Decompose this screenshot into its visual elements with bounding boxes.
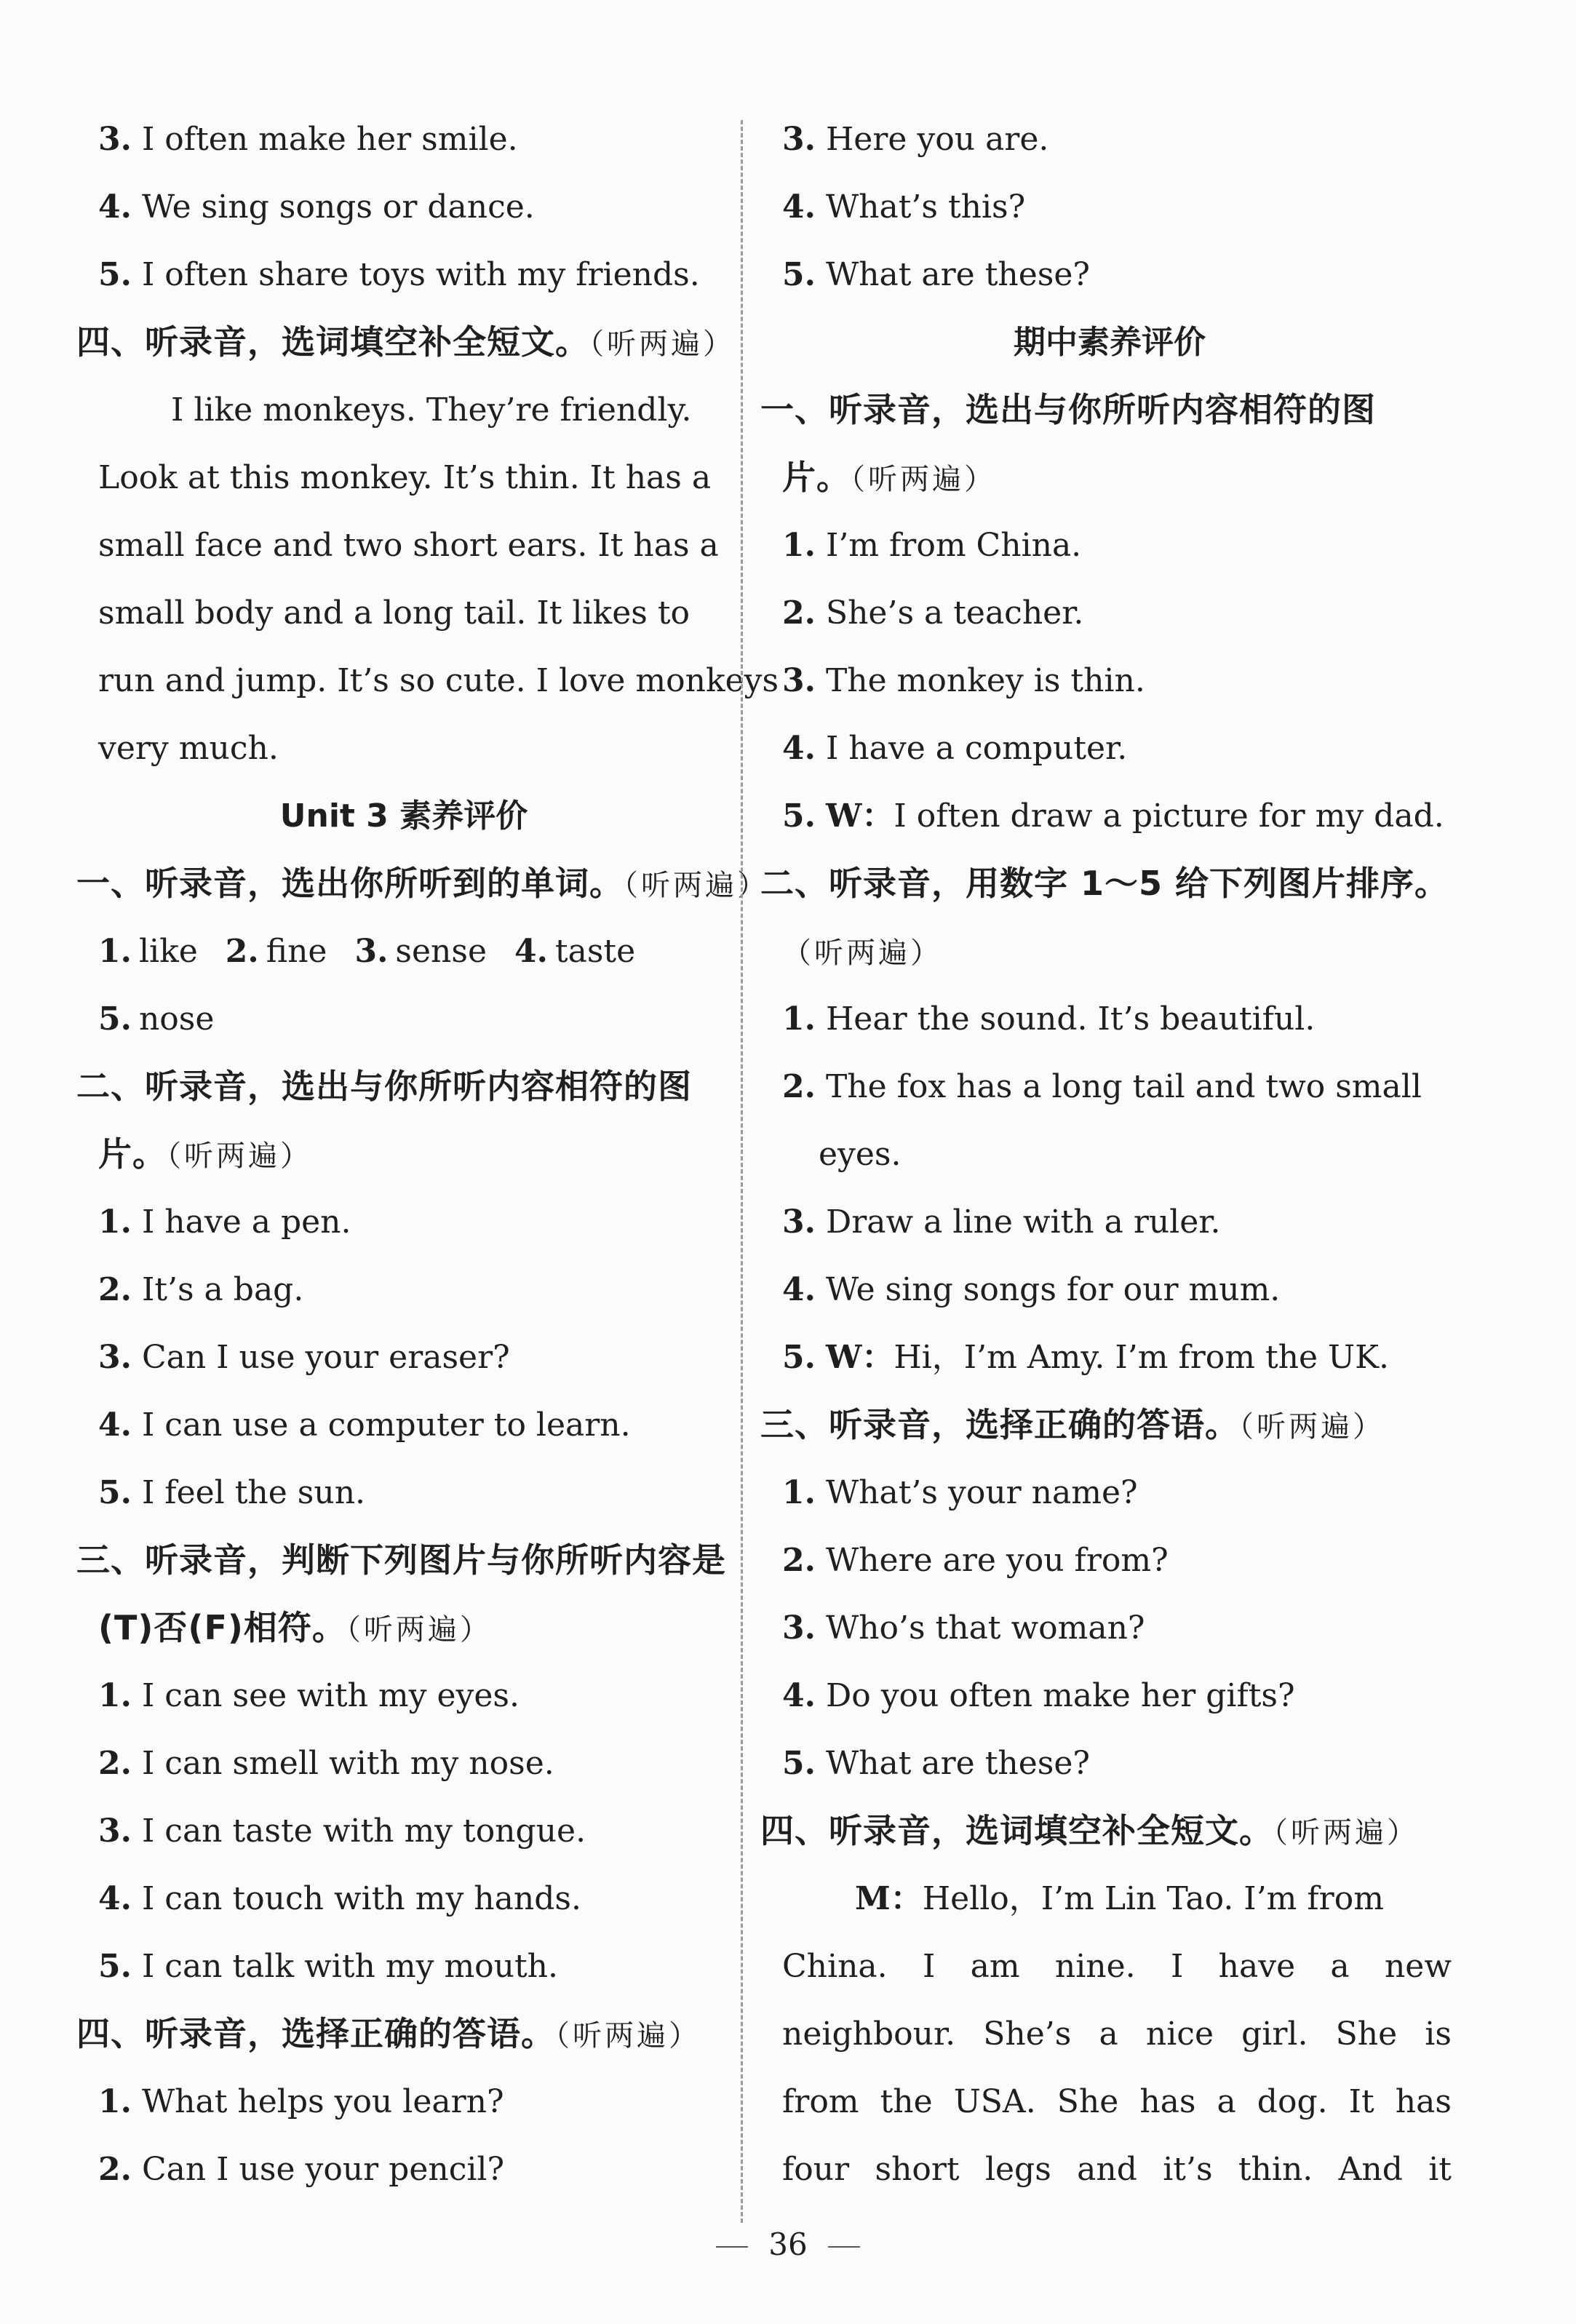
heading-text: 四、听录音，选词填空补全短文。 (760, 1811, 1273, 1850)
item-list (768, 985, 1452, 1121)
item-text: I can talk with my mouth. (141, 1948, 559, 1985)
item-text: Here you are. (825, 121, 1049, 158)
heading-text: (T)否(F)相符。 (98, 1608, 346, 1647)
item-number: 4. (782, 188, 816, 226)
item-number: 2. (782, 594, 816, 632)
speaker-label: W： (825, 1339, 894, 1376)
list-item (84, 1459, 724, 1527)
list-item (768, 1256, 1452, 1324)
list-item (84, 2136, 724, 2203)
heading-note: （听两遍） (624, 869, 769, 902)
item-list (84, 1188, 724, 1527)
list-item (768, 1053, 1452, 1121)
right-top-items (768, 106, 1452, 309)
passage-line: small face and two short ears. It has a (98, 527, 719, 564)
item-number: 3. (782, 121, 816, 158)
passage-line (768, 2068, 1452, 2136)
passage-word: And (1338, 2151, 1403, 2188)
item-number: 4. (782, 1271, 816, 1308)
heading-text: 二、听录音，用数字 1～5 给下列图片排序。 (760, 864, 1449, 903)
item-number: 5. (98, 1000, 132, 1038)
word-option (98, 933, 198, 970)
heading-text: 二、听录音，选出与你所听内容相符的图 (76, 1067, 692, 1106)
page-number-footer (0, 2223, 1576, 2267)
item-number: 1. (782, 1000, 816, 1038)
section-heading (76, 1527, 724, 1594)
item-number: 5. (782, 797, 816, 835)
heading-note: （听两遍） (1273, 1816, 1419, 1850)
item-text: Hi，I’m Amy. I’m from the UK. (894, 1339, 1389, 1376)
item-list (768, 1188, 1452, 1324)
item-text: I have a computer. (825, 730, 1128, 767)
list-item (84, 1662, 724, 1730)
item-number: 3. (782, 662, 816, 699)
item-list (84, 2068, 724, 2203)
list-item (768, 782, 1452, 850)
list-item (768, 1594, 1452, 1662)
item-number: 5. (782, 1339, 816, 1376)
item-text: I feel the sun. (141, 1474, 366, 1511)
list-item (84, 1188, 724, 1256)
item-number: 4. (514, 933, 548, 970)
item-text: Can I use your pencil? (141, 2151, 505, 2188)
list-item (768, 1324, 1452, 1391)
list-item (84, 2068, 724, 2136)
list-item (768, 1730, 1452, 1797)
heading-text: 三、听录音，选择正确的答语。 (760, 1405, 1239, 1444)
passage-word: China. (782, 1948, 888, 1985)
passage-word: It (1348, 2083, 1374, 2120)
list-item (768, 1459, 1452, 1527)
item-number: 4. (98, 1406, 132, 1444)
heading-text: 四、听录音，选择正确的答语。 (76, 2014, 555, 2053)
section-heading (76, 309, 735, 376)
item-number: 3. (98, 1812, 132, 1850)
list-item (768, 579, 1452, 647)
unit-title: Unit 3 素养评价 (279, 797, 528, 835)
item-number: 3. (354, 933, 389, 970)
passage-word: have (1218, 1948, 1296, 1985)
list-item (768, 241, 1452, 309)
item-text: I’m from China. (825, 527, 1082, 564)
item-text: What’s your name? (825, 1474, 1138, 1511)
item-text: I can use a computer to learn. (141, 1406, 631, 1444)
item-text: I can touch with my hands. (141, 1880, 581, 1917)
item-list (84, 1662, 724, 2000)
section-heading (76, 2000, 724, 2068)
list-item (768, 512, 1452, 579)
item-text: I often make her smile. (141, 121, 518, 158)
passage-word: new (1384, 1948, 1452, 1985)
word-option (226, 933, 327, 970)
passage-word: She (1056, 2083, 1119, 2120)
passage-line: very much. (98, 730, 279, 767)
list-item (768, 985, 1452, 1053)
item-number: 5. (98, 1474, 132, 1511)
heading-note: （听两遍） (167, 1139, 312, 1173)
item-list (768, 1459, 1452, 1797)
item-number: 2. (98, 2151, 132, 2188)
lin-tao-passage (768, 1933, 1452, 2203)
item-number: 5. (98, 256, 132, 293)
left-column (76, 106, 779, 2203)
passage-word: short (875, 2151, 960, 2188)
passage-word: four (782, 2151, 850, 2188)
item-number: 3. (98, 121, 132, 158)
list-item (768, 1527, 1452, 1594)
item-number: 5. (782, 1745, 816, 1782)
passage-line: Look at this monkey. It’s thin. It has a (98, 459, 712, 496)
passage-word: from (782, 2083, 859, 2120)
item-text: The fox has a long tail and two small (825, 1068, 1422, 1105)
left-top-items (84, 106, 724, 309)
list-item (768, 1188, 1452, 1256)
heading-note: （听两遍） (555, 2019, 701, 2053)
passage-word: I (1170, 1948, 1184, 1985)
section-heading-continued (84, 1121, 724, 1188)
passage-word: and (1077, 2151, 1137, 2188)
passage-line: small body and a long tail. It likes to (98, 594, 690, 632)
word-list (84, 985, 724, 1053)
word: like (138, 933, 198, 970)
passage-word: am (970, 1948, 1020, 1985)
list-item (768, 173, 1452, 241)
speaker-label: W： (825, 797, 894, 835)
item-text: What helps you learn? (141, 2083, 504, 2120)
section-heading-continued (768, 918, 1452, 985)
list-item (84, 1797, 724, 1865)
item-number: 1. (98, 933, 132, 970)
item-text: It’s a bag. (141, 1271, 304, 1308)
item-number: 4. (782, 1677, 816, 1714)
item-text: Can I use your eraser? (141, 1339, 510, 1376)
section-heading (760, 376, 1452, 444)
item-text: What are these? (825, 256, 1090, 293)
word-list (84, 918, 724, 985)
item-text: Do you often make her gifts? (825, 1677, 1295, 1714)
passage-word: legs (984, 2151, 1051, 2188)
item-text: Where are you from? (825, 1542, 1169, 1579)
item-text: Hear the sound. It’s beautiful. (825, 1000, 1316, 1038)
passage-word: girl. (1241, 2015, 1308, 2053)
passage-word: nice (1145, 2015, 1214, 2053)
item-number: 1. (98, 1203, 132, 1241)
word: sense (395, 933, 487, 970)
item-number: 1. (98, 2083, 132, 2120)
heading-note: （听两遍） (1239, 1410, 1385, 1444)
passage-word: a (1099, 2015, 1118, 2053)
passage-line (768, 2000, 1452, 2068)
item-text: I can smell with my nose. (141, 1745, 554, 1782)
section-heading (76, 850, 769, 918)
section-heading-continued (768, 444, 1452, 512)
passage-line (768, 1865, 1452, 1933)
item-number: 4. (98, 188, 132, 226)
item-text: Who’s that woman? (825, 1609, 1145, 1647)
passage-word: thin. (1238, 2151, 1313, 2188)
item-text: I often draw a picture for my dad. (894, 797, 1444, 835)
item-number: 2. (782, 1542, 816, 1579)
passage-word: USA. (953, 2083, 1036, 2120)
heading-text: 三、听录音，判断下列图片与你所听内容是 (76, 1540, 726, 1580)
passage-word: She’s (983, 2015, 1072, 2053)
list-item-continued: eyes. (819, 1136, 902, 1173)
heading-note: （听两遍） (589, 327, 735, 361)
passage-word: nine. (1054, 1948, 1136, 1985)
list-item (768, 647, 1452, 715)
item-text: I can taste with my tongue. (141, 1812, 586, 1850)
item-text: We sing songs or dance. (141, 188, 535, 226)
passage-line: I like monkeys. They’re friendly. (171, 391, 692, 429)
section-heading-continued (84, 1594, 724, 1662)
item-number: 4. (782, 730, 816, 767)
passage-line (768, 2136, 1452, 2203)
item-number: 1. (782, 527, 816, 564)
item-number: 2. (98, 1271, 132, 1308)
item-text: I have a pen. (141, 1203, 351, 1241)
item-number: 2. (782, 1068, 816, 1105)
passage-word: the (880, 2083, 933, 2120)
list-item (84, 1865, 724, 1933)
item-number: 5. (98, 1948, 132, 1985)
item-text: Draw a line with a ruler. (825, 1203, 1221, 1241)
item-number: 3. (98, 1339, 132, 1376)
heading-text: 四、听录音，选词填空补全短文。 (76, 322, 589, 362)
list-item (84, 241, 724, 309)
word-option (354, 933, 487, 970)
list-item (84, 1324, 724, 1391)
item-text: I often share toys with my friends. (141, 256, 700, 293)
footer-dash (828, 2246, 860, 2248)
column-divider (741, 120, 743, 2223)
item-number: 4. (98, 1880, 132, 1917)
passage-word: neighbour. (782, 2015, 956, 2053)
midterm-title: 期中素养评价 (1014, 324, 1206, 361)
list-item (84, 1391, 724, 1459)
list-item (84, 173, 724, 241)
item-text: What are these? (825, 1745, 1090, 1782)
item-text: What’s this? (825, 188, 1026, 226)
list-item (84, 1256, 724, 1324)
passage-word: She (1335, 2015, 1398, 2053)
word: fine (266, 933, 327, 970)
heading-note: （听两遍） (851, 463, 996, 496)
passage-word: a (1330, 1948, 1350, 1985)
passage-text: Hello，I’m Lin Tao. I’m from (922, 1880, 1384, 1917)
item-number: 2. (98, 1745, 132, 1782)
passage-word: it’s (1163, 2151, 1213, 2188)
item-number: 3. (782, 1203, 816, 1241)
passage-word: it (1428, 2151, 1452, 2188)
heading-text: 片。 (98, 1134, 167, 1174)
item-text: I can see with my eyes. (141, 1677, 520, 1714)
footer-dash (716, 2246, 748, 2248)
heading-note: （听两遍） (346, 1613, 492, 1647)
passage-word: a (1217, 2083, 1236, 2120)
list-item (768, 1662, 1452, 1730)
passage-line: run and jump. It’s so cute. I love monkeys (98, 662, 779, 699)
heading-text: 片。 (782, 458, 851, 497)
speaker-label: M： (855, 1880, 923, 1917)
list-item (768, 106, 1452, 173)
word-option (514, 933, 635, 970)
section-heading (760, 1797, 1452, 1865)
item-number: 1. (98, 1677, 132, 1714)
item-text: The monkey is thin. (825, 662, 1145, 699)
word: taste (554, 933, 636, 970)
list-item (768, 715, 1452, 782)
list-item (84, 1730, 724, 1797)
section-heading (76, 1053, 724, 1121)
item-text: We sing songs for our mum. (825, 1271, 1281, 1308)
item-list (768, 512, 1452, 782)
word: nose (138, 1000, 215, 1038)
passage-word: dog. (1257, 2083, 1328, 2120)
passage-word: has (1139, 2083, 1196, 2120)
passage-word: has (1395, 2083, 1452, 2120)
item-text: She’s a teacher. (825, 594, 1084, 632)
section-heading (760, 1391, 1452, 1459)
section-heading (760, 850, 1452, 918)
passage-word: I (922, 1948, 936, 1985)
page-number: 36 (768, 2226, 808, 2262)
heading-text: 一、听录音，选出你所听到的单词。 (76, 864, 624, 903)
monkey-passage (84, 376, 779, 782)
item-number: 2. (225, 933, 259, 970)
passage-line (768, 1933, 1452, 2000)
item-number: 1. (782, 1474, 816, 1511)
right-column (760, 106, 1452, 2203)
item-number: 3. (782, 1609, 816, 1647)
item-number: 5. (782, 256, 816, 293)
heading-note: （听两遍） (782, 936, 942, 970)
heading-text: 一、听录音，选出与你所听内容相符的图 (760, 390, 1376, 429)
list-item (84, 1933, 724, 2000)
list-item (84, 106, 724, 173)
passage-word: is (1425, 2015, 1452, 2053)
